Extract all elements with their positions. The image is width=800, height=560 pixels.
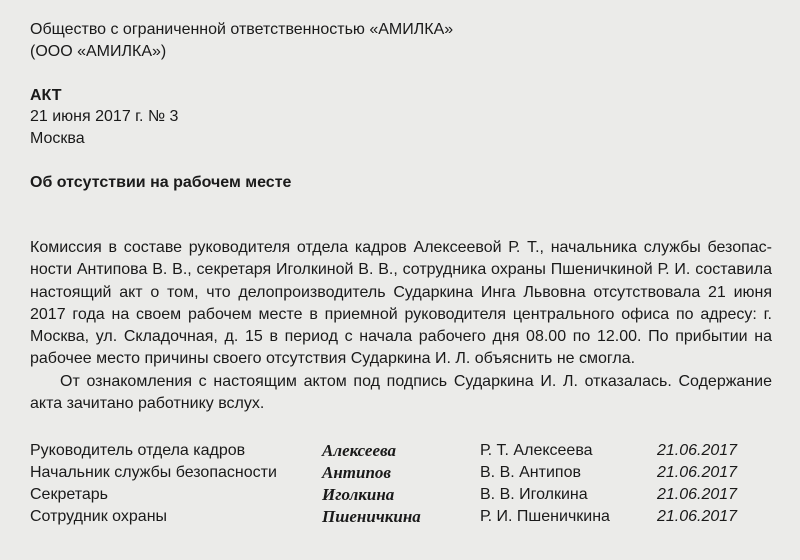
handwritten-signature: Антипов	[322, 463, 392, 482]
signer-position: Сотрудник охраны	[30, 508, 168, 525]
document-title: АКТ	[30, 87, 62, 104]
signer-name: В. В. Антипов	[480, 464, 581, 481]
signer-name: Р. Т. Алексеева	[480, 442, 593, 459]
signer-name: В. В. Иголкина	[480, 486, 588, 503]
signature-row	[30, 462, 772, 484]
signature-date: 21.06.2017	[657, 442, 738, 459]
signer-position: Начальник службы безопасности	[30, 464, 277, 481]
organization-full-name: Общество с ограниченной ответственностью «АМИЛКА»	[30, 21, 454, 38]
document-city: Москва	[30, 130, 85, 147]
signature-row	[30, 440, 772, 462]
signature-block	[30, 440, 772, 528]
signer-name: Р. И. Пшеничкина	[480, 508, 610, 525]
document-date-number: 21 июня 2017 г. № 3	[30, 108, 179, 125]
signature-row	[30, 506, 772, 528]
handwritten-signature: Алексеева	[322, 441, 396, 460]
signer-position: Руководитель отдела кадров	[30, 442, 246, 459]
document-body	[30, 237, 772, 415]
organization-short-name: (ООО «АМИЛКА»)	[30, 43, 167, 60]
signature-date: 21.06.2017	[657, 508, 738, 525]
signer-position: Секретарь	[30, 486, 108, 503]
signature-date: 21.06.2017	[657, 464, 738, 481]
signature-row	[30, 484, 772, 506]
handwritten-signature: Иголкина	[322, 485, 395, 504]
body-paragraph: Комиссия в составе руководителя отдела кадров Алексеевой Р. Т., начальника службы безопасности Антипова В. В., секретаря Иголкиной В. В., сотрудника охраны Пшеничкиной Р. И. составила настоящий акт о том, что делопроизводитель Сударкина Инга Львовна отсутствовала 21 июня 2017 года на своем рабочем месте в приемной руководителя центрального офиса по адресу: г. Москва, ул. Складочная, д. 15 в период с начала рабочего дня 08.00 по 12.00. По прибытии на рабочее место причины своего отсутствия Сударкина И. Л. объяснить не смогла.	[30, 239, 772, 368]
signature-date: 21.06.2017	[657, 486, 738, 503]
handwritten-signature: Пшеничкина	[322, 507, 421, 526]
document-subject: Об отсутствии на рабочем месте	[30, 174, 292, 191]
body-paragraph: От ознакомления с настоящим актом под подпись Сударкина И. Л. отказалась. Содержание акта зачитано работнику вслух.	[30, 372, 772, 413]
